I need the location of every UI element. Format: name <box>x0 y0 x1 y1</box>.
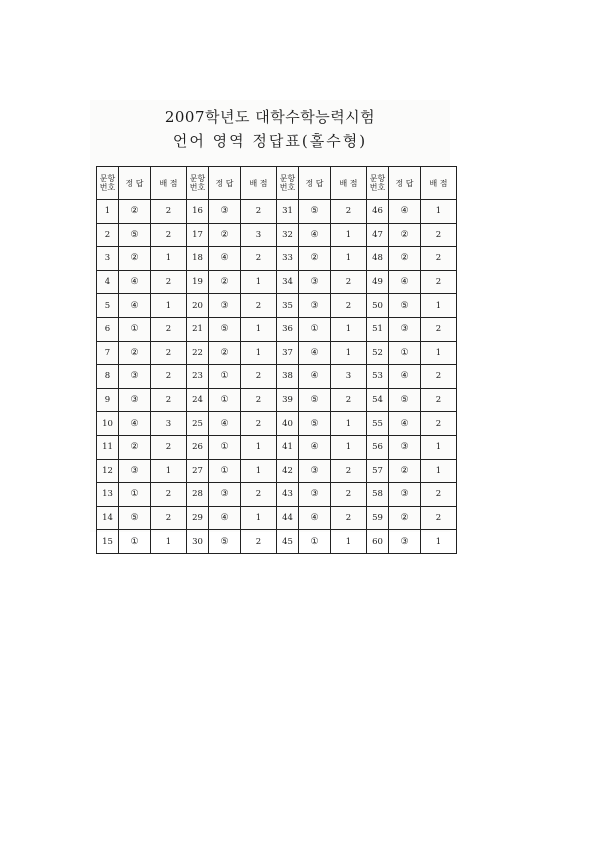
question-number: 41 <box>277 435 299 459</box>
answer-cell: ③ <box>299 270 331 294</box>
header-answer: 정 답 <box>299 167 331 200</box>
header-points: 배 점 <box>331 167 367 200</box>
points-cell: 2 <box>241 483 277 507</box>
answer-cell: ④ <box>119 270 151 294</box>
points-cell: 2 <box>421 412 457 436</box>
points-cell: 1 <box>421 435 457 459</box>
table-row <box>97 200 457 224</box>
points-cell: 1 <box>241 317 277 341</box>
points-cell: 1 <box>331 435 367 459</box>
question-number: 27 <box>187 459 209 483</box>
question-number: 53 <box>367 365 389 389</box>
points-cell: 2 <box>151 483 187 507</box>
answer-cell: ② <box>389 223 421 247</box>
answer-cell: ③ <box>209 200 241 224</box>
question-number: 18 <box>187 247 209 271</box>
points-cell: 1 <box>331 412 367 436</box>
answer-cell: ① <box>209 365 241 389</box>
answer-cell: ③ <box>389 483 421 507</box>
question-number: 37 <box>277 341 299 365</box>
points-cell: 2 <box>421 365 457 389</box>
points-cell: 2 <box>421 247 457 271</box>
question-number: 21 <box>187 317 209 341</box>
points-cell: 2 <box>241 200 277 224</box>
question-number: 32 <box>277 223 299 247</box>
answer-cell: ① <box>119 483 151 507</box>
answer-cell: ① <box>209 388 241 412</box>
table-row <box>97 412 457 436</box>
question-number: 14 <box>97 506 119 530</box>
table-row <box>97 294 457 318</box>
points-cell: 2 <box>331 270 367 294</box>
table-row <box>97 506 457 530</box>
table-row <box>97 530 457 554</box>
points-cell: 2 <box>241 294 277 318</box>
points-cell: 1 <box>241 270 277 294</box>
table-row <box>97 247 457 271</box>
answer-table <box>96 166 457 554</box>
question-number: 59 <box>367 506 389 530</box>
header-answer: 정 답 <box>389 167 421 200</box>
answer-cell: ③ <box>299 459 331 483</box>
answer-cell: ⑤ <box>209 317 241 341</box>
points-cell: 1 <box>421 200 457 224</box>
points-cell: 2 <box>331 294 367 318</box>
header-question-number: 문항 번호 <box>97 167 119 200</box>
table-row <box>97 388 457 412</box>
question-number: 34 <box>277 270 299 294</box>
question-number: 29 <box>187 506 209 530</box>
points-cell: 1 <box>331 247 367 271</box>
question-number: 12 <box>97 459 119 483</box>
answer-cell: ② <box>299 247 331 271</box>
points-cell: 2 <box>151 223 187 247</box>
answer-cell: ③ <box>299 483 331 507</box>
answer-cell: ③ <box>389 435 421 459</box>
question-number: 42 <box>277 459 299 483</box>
answer-cell: ⑤ <box>299 412 331 436</box>
question-number: 55 <box>367 412 389 436</box>
answer-cell: ⑤ <box>299 388 331 412</box>
page-subtitle: 언어 영역 정답표(홀수형) <box>172 132 368 150</box>
answer-cell: ① <box>119 530 151 554</box>
points-cell: 2 <box>151 341 187 365</box>
question-number: 2 <box>97 223 119 247</box>
answer-cell: ② <box>209 341 241 365</box>
table-row <box>97 483 457 507</box>
answer-cell: ④ <box>389 200 421 224</box>
answer-cell: ③ <box>209 483 241 507</box>
answer-cell: ② <box>389 247 421 271</box>
table-row <box>97 435 457 459</box>
answer-cell: ③ <box>389 530 421 554</box>
header-points: 배 점 <box>421 167 457 200</box>
points-cell: 2 <box>241 247 277 271</box>
question-number: 4 <box>97 270 119 294</box>
points-cell: 2 <box>151 317 187 341</box>
answer-cell: ⑤ <box>389 388 421 412</box>
question-number: 3 <box>97 247 119 271</box>
points-cell: 1 <box>421 530 457 554</box>
question-number: 6 <box>97 317 119 341</box>
points-cell: 1 <box>331 530 367 554</box>
answer-cell: ② <box>119 247 151 271</box>
answer-cell: ① <box>209 435 241 459</box>
header-row <box>97 167 457 200</box>
question-number: 9 <box>97 388 119 412</box>
answer-sheet-scan <box>90 100 450 547</box>
points-cell: 2 <box>331 483 367 507</box>
points-cell: 2 <box>241 412 277 436</box>
page-title: 2007학년도 대학수학능력시험 <box>164 108 376 126</box>
answer-cell: ③ <box>299 294 331 318</box>
points-cell: 3 <box>151 412 187 436</box>
question-number: 46 <box>367 200 389 224</box>
answer-cell: ④ <box>299 435 331 459</box>
answer-cell: ⑤ <box>209 530 241 554</box>
question-number: 40 <box>277 412 299 436</box>
points-cell: 2 <box>151 506 187 530</box>
answer-cell: ④ <box>389 270 421 294</box>
points-cell: 2 <box>151 270 187 294</box>
points-cell: 2 <box>151 388 187 412</box>
question-number: 39 <box>277 388 299 412</box>
question-number: 44 <box>277 506 299 530</box>
points-cell: 1 <box>421 341 457 365</box>
question-number: 36 <box>277 317 299 341</box>
question-number: 22 <box>187 341 209 365</box>
answer-cell: ④ <box>209 247 241 271</box>
answer-cell: ① <box>299 530 331 554</box>
question-number: 13 <box>97 483 119 507</box>
answer-cell: ② <box>119 341 151 365</box>
question-number: 35 <box>277 294 299 318</box>
header-answer: 정 답 <box>119 167 151 200</box>
table-row <box>97 317 457 341</box>
answer-cell: ⑤ <box>119 506 151 530</box>
answer-cell: ① <box>299 317 331 341</box>
answer-cell: ⑤ <box>119 223 151 247</box>
answer-cell: ③ <box>119 459 151 483</box>
question-number: 7 <box>97 341 119 365</box>
points-cell: 2 <box>421 388 457 412</box>
points-cell: 2 <box>421 506 457 530</box>
answer-cell: ④ <box>389 412 421 436</box>
question-number: 5 <box>97 294 119 318</box>
question-number: 1 <box>97 200 119 224</box>
question-number: 10 <box>97 412 119 436</box>
question-number: 23 <box>187 365 209 389</box>
question-number: 60 <box>367 530 389 554</box>
points-cell: 1 <box>241 435 277 459</box>
answer-cell: ③ <box>209 294 241 318</box>
points-cell: 2 <box>331 506 367 530</box>
points-cell: 1 <box>241 506 277 530</box>
points-cell: 1 <box>151 247 187 271</box>
header-question-number: 문항 번호 <box>277 167 299 200</box>
question-number: 47 <box>367 223 389 247</box>
question-number: 28 <box>187 483 209 507</box>
question-number: 25 <box>187 412 209 436</box>
question-number: 30 <box>187 530 209 554</box>
points-cell: 2 <box>241 388 277 412</box>
question-number: 19 <box>187 270 209 294</box>
answer-cell: ④ <box>209 412 241 436</box>
question-number: 15 <box>97 530 119 554</box>
question-number: 56 <box>367 435 389 459</box>
answer-cell: ② <box>389 506 421 530</box>
answer-cell: ② <box>209 223 241 247</box>
question-number: 33 <box>277 247 299 271</box>
points-cell: 2 <box>421 223 457 247</box>
points-cell: 2 <box>151 365 187 389</box>
answer-cell: ② <box>119 435 151 459</box>
question-number: 52 <box>367 341 389 365</box>
points-cell: 1 <box>151 459 187 483</box>
answer-cell: ③ <box>119 365 151 389</box>
points-cell: 1 <box>331 223 367 247</box>
answer-cell: ⑤ <box>389 294 421 318</box>
points-cell: 2 <box>331 388 367 412</box>
question-number: 50 <box>367 294 389 318</box>
answer-cell: ② <box>119 200 151 224</box>
points-cell: 1 <box>331 341 367 365</box>
points-cell: 2 <box>421 270 457 294</box>
points-cell: 1 <box>151 294 187 318</box>
header-question-number: 문항 번호 <box>367 167 389 200</box>
points-cell: 2 <box>421 317 457 341</box>
answer-cell: ④ <box>299 341 331 365</box>
answer-cell: ④ <box>389 365 421 389</box>
table-row <box>97 223 457 247</box>
question-number: 24 <box>187 388 209 412</box>
answer-cell: ① <box>389 341 421 365</box>
answer-cell: ③ <box>119 388 151 412</box>
question-number: 54 <box>367 388 389 412</box>
question-number: 31 <box>277 200 299 224</box>
question-number: 17 <box>187 223 209 247</box>
points-cell: 1 <box>421 294 457 318</box>
table-row <box>97 459 457 483</box>
points-cell: 2 <box>241 530 277 554</box>
points-cell: 3 <box>331 365 367 389</box>
answer-cell: ② <box>209 270 241 294</box>
points-cell: 2 <box>331 459 367 483</box>
question-number: 20 <box>187 294 209 318</box>
points-cell: 3 <box>241 223 277 247</box>
header-points: 배 점 <box>241 167 277 200</box>
question-number: 48 <box>367 247 389 271</box>
points-cell: 2 <box>241 365 277 389</box>
answer-table-body <box>97 200 457 554</box>
question-number: 43 <box>277 483 299 507</box>
answer-cell: ④ <box>119 412 151 436</box>
answer-cell: ④ <box>299 506 331 530</box>
table-row <box>97 365 457 389</box>
question-number: 57 <box>367 459 389 483</box>
points-cell: 1 <box>151 530 187 554</box>
question-number: 38 <box>277 365 299 389</box>
answer-cell: ⑤ <box>299 200 331 224</box>
points-cell: 2 <box>151 435 187 459</box>
points-cell: 1 <box>421 459 457 483</box>
answer-cell: ④ <box>299 223 331 247</box>
question-number: 58 <box>367 483 389 507</box>
header-points: 배 점 <box>151 167 187 200</box>
points-cell: 2 <box>331 200 367 224</box>
answer-cell: ④ <box>299 365 331 389</box>
table-row <box>97 270 457 294</box>
question-number: 45 <box>277 530 299 554</box>
question-number: 51 <box>367 317 389 341</box>
question-number: 8 <box>97 365 119 389</box>
points-cell: 2 <box>421 483 457 507</box>
table-row <box>97 341 457 365</box>
answer-cell: ③ <box>389 317 421 341</box>
answer-cell: ① <box>209 459 241 483</box>
question-number: 11 <box>97 435 119 459</box>
question-number: 16 <box>187 200 209 224</box>
question-number: 49 <box>367 270 389 294</box>
points-cell: 2 <box>151 200 187 224</box>
question-number: 26 <box>187 435 209 459</box>
header-answer: 정 답 <box>209 167 241 200</box>
answer-cell: ④ <box>119 294 151 318</box>
answer-cell: ② <box>389 459 421 483</box>
points-cell: 1 <box>331 317 367 341</box>
header-question-number: 문항 번호 <box>187 167 209 200</box>
answer-cell: ④ <box>209 506 241 530</box>
answer-cell: ① <box>119 317 151 341</box>
points-cell: 1 <box>241 341 277 365</box>
points-cell: 1 <box>241 459 277 483</box>
